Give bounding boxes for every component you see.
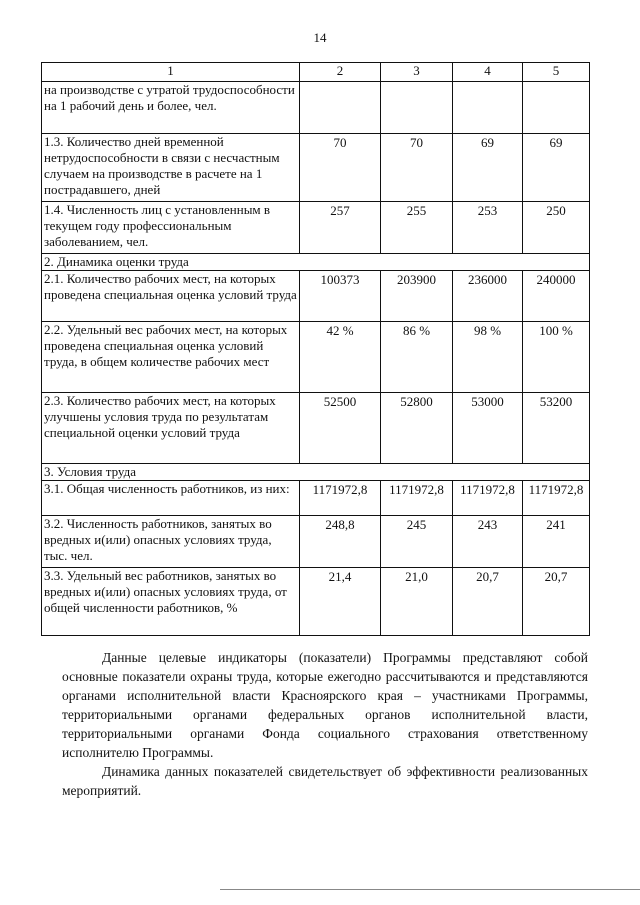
footer-rule xyxy=(220,889,640,890)
cell-value: 1171972,8 xyxy=(453,481,523,516)
cell-value: 53000 xyxy=(453,393,523,464)
table-row xyxy=(42,202,590,254)
cell-value: 236000 xyxy=(453,271,523,322)
cell-value: 69 xyxy=(453,134,523,202)
table-row xyxy=(42,271,590,322)
table-row xyxy=(42,481,590,516)
table-row xyxy=(42,516,590,568)
row-label: 1.4. Численность лиц с установленным в текущем году профессиональным заболеванием, чел. xyxy=(42,202,300,254)
cell-value: 20,7 xyxy=(453,568,523,636)
paragraph: Данные целевые индикаторы (показатели) Программы представляют собой основные показатели охраны труда, которые ежегодно рассчитываются и представляются органами исполнительной власти Красноярского края – участниками Программы, территориальными органами федеральных органов исполнительной власти, территориальными органами Фонда социального страхования ответственному исполнителю Программы. xyxy=(62,650,588,760)
cell-value: 1171972,8 xyxy=(523,481,590,516)
cell-value: 257 xyxy=(300,202,381,254)
column-header: 5 xyxy=(523,63,590,82)
paragraph: Динамика данных показателей свидетельствует об эффективности реализованных мероприятий. xyxy=(62,764,588,798)
cell-value: 250 xyxy=(523,202,590,254)
cell-value: 20,7 xyxy=(523,568,590,636)
cell-value: 255 xyxy=(381,202,453,254)
row-label: на производстве с утратой трудоспособности на 1 рабочий день и более, чел. xyxy=(42,82,300,134)
column-header: 3 xyxy=(381,63,453,82)
cell-value xyxy=(300,82,381,134)
cell-value: 52800 xyxy=(381,393,453,464)
cell-value: 70 xyxy=(381,134,453,202)
cell-value: 243 xyxy=(453,516,523,568)
cell-value: 21,4 xyxy=(300,568,381,636)
section-title: 3. Условия труда xyxy=(42,464,590,481)
row-label: 2.3. Количество рабочих мест, на которых улучшены условия труда по результатам специальной оценки условий труда xyxy=(42,393,300,464)
cell-value: 240000 xyxy=(523,271,590,322)
cell-value: 69 xyxy=(523,134,590,202)
section-row xyxy=(42,464,590,481)
row-label: 3.3. Удельный вес работников, занятых во вредных и(или) опасных условиях труда, от общей численности работников, % xyxy=(42,568,300,636)
cell-value: 253 xyxy=(453,202,523,254)
cell-value: 245 xyxy=(381,516,453,568)
section-title: 2. Динамика оценки труда xyxy=(42,254,590,271)
cell-value: 1171972,8 xyxy=(300,481,381,516)
cell-value: 241 xyxy=(523,516,590,568)
row-label: 3.2. Численность работников, занятых во вредных и(или) опасных условиях труда, тыс. чел. xyxy=(42,516,300,568)
cell-value: 100 % xyxy=(523,322,590,393)
cell-value: 1171972,8 xyxy=(381,481,453,516)
column-header: 1 xyxy=(42,63,300,82)
column-header: 4 xyxy=(453,63,523,82)
row-label: 2.2. Удельный вес рабочих мест, на которых проведена специальная оценка условий труда, в общем количестве рабочих мест xyxy=(42,322,300,393)
table-row xyxy=(42,393,590,464)
cell-value: 98 % xyxy=(453,322,523,393)
column-header: 2 xyxy=(300,63,381,82)
cell-value: 86 % xyxy=(381,322,453,393)
cell-value: 42 % xyxy=(300,322,381,393)
table-row xyxy=(42,82,590,134)
page-number: 14 xyxy=(313,30,327,45)
table-row xyxy=(42,322,590,393)
cell-value: 70 xyxy=(300,134,381,202)
row-label: 3.1. Общая численность работников, из них: xyxy=(42,481,300,516)
table-row xyxy=(42,568,590,636)
body-text xyxy=(62,648,588,800)
indicators-table xyxy=(41,62,590,636)
cell-value xyxy=(523,82,590,134)
section-row xyxy=(42,254,590,271)
cell-value: 100373 xyxy=(300,271,381,322)
cell-value: 248,8 xyxy=(300,516,381,568)
cell-value xyxy=(381,82,453,134)
cell-value: 52500 xyxy=(300,393,381,464)
row-label: 1.3. Количество дней временной нетрудоспособности в связи с несчастным случаем на производстве в расчете на 1 пострадавшего, дней xyxy=(42,134,300,202)
row-label: 2.1. Количество рабочих мест, на которых проведена специальная оценка условий труда xyxy=(42,271,300,322)
cell-value xyxy=(453,82,523,134)
cell-value: 21,0 xyxy=(381,568,453,636)
table-row xyxy=(42,134,590,202)
table-header-row xyxy=(42,63,590,82)
cell-value: 53200 xyxy=(523,393,590,464)
cell-value: 203900 xyxy=(381,271,453,322)
